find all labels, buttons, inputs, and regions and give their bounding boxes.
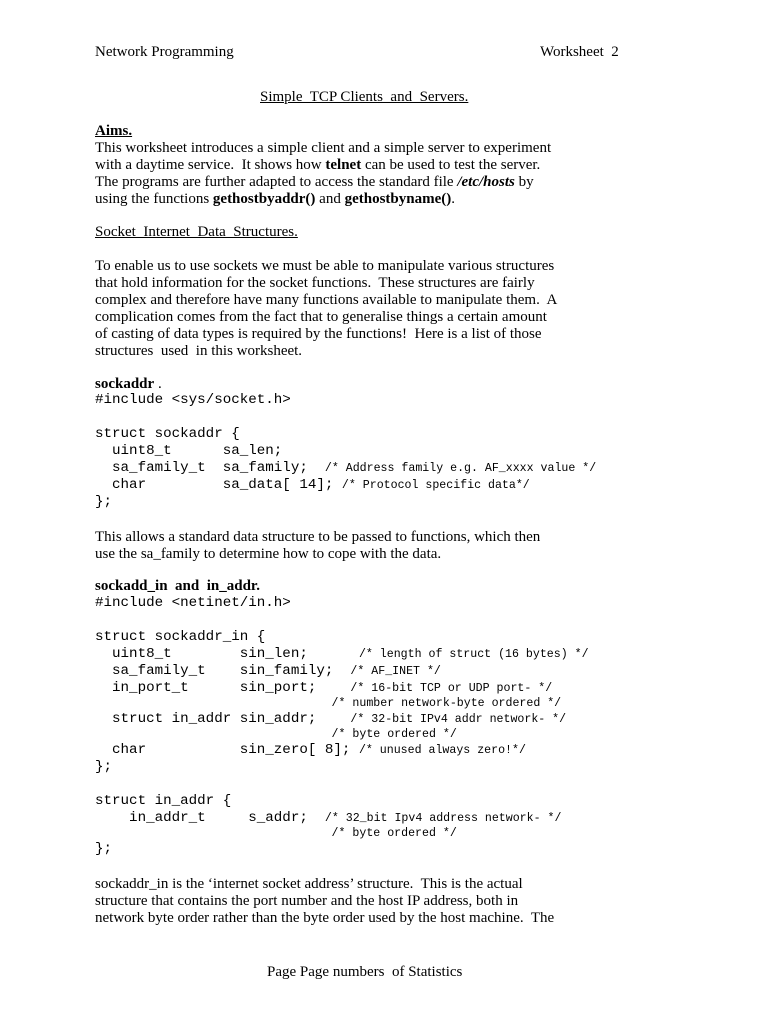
code-text: in_port_t sin_port; bbox=[95, 680, 351, 696]
intro-line-2: that hold information for the socket functions. These structures are fairly bbox=[95, 275, 535, 291]
code-comment: /* byte ordered */ bbox=[95, 728, 457, 741]
code-line bbox=[95, 841, 112, 858]
socket-structures-heading: Socket Internet Data Structures. bbox=[95, 224, 298, 240]
code-comment: /* 32_bit Ipv4 address network- */ bbox=[324, 812, 562, 825]
code-line bbox=[95, 695, 561, 712]
code-comment: /* 32-bit IPv4 addr network- */ bbox=[350, 713, 567, 726]
text-run: This worksheet introduces a simple client and a simple server to experiment bbox=[95, 140, 552, 156]
code-comment: /* Protocol specific data*/ bbox=[341, 479, 530, 492]
code-text: char sin_zero[ 8]; bbox=[95, 742, 359, 758]
code-line bbox=[95, 426, 240, 443]
text-run: . bbox=[154, 376, 162, 392]
code-text: sa_family_t sa_family; bbox=[95, 460, 325, 476]
code-comment: /* AF_INET */ bbox=[350, 665, 441, 678]
code-text: sa_family_t sin_family; bbox=[95, 663, 351, 679]
closing-line-2: structure that contains the port number and the host IP address, both in bbox=[95, 893, 519, 909]
closing-line-1: sockaddr_in is the ‘internet socket address’ structure. This is the actual bbox=[95, 876, 523, 892]
code-comment: /* 16-bit TCP or UDP port- */ bbox=[350, 682, 553, 695]
code-comment: /* byte ordered */ bbox=[95, 827, 457, 840]
code-line bbox=[95, 726, 457, 743]
code-line bbox=[95, 629, 265, 646]
aims-line-4 bbox=[95, 191, 455, 208]
code-text: struct in_addr { bbox=[95, 793, 232, 809]
code-comment: /* Address family e.g. AF_xxxx value */ bbox=[324, 462, 597, 475]
code-text: uint8_t sa_len; bbox=[95, 443, 283, 459]
text-run-bold: telnet bbox=[325, 157, 362, 173]
code-text: struct sockaddr { bbox=[95, 426, 240, 442]
closing-line-3: network byte order rather than the byte order used by the host machine. The bbox=[95, 910, 555, 926]
text-run-bold: gethostbyaddr() bbox=[212, 191, 316, 207]
text-run: with a daytime service. It shows how bbox=[95, 157, 326, 173]
code-line bbox=[95, 477, 530, 494]
sockaddr-desc-line-1: This allows a standard data structure to be passed to functions, which then bbox=[95, 529, 541, 545]
intro-line-1: To enable us to use sockets we must be able to manipulate various structures bbox=[95, 258, 555, 274]
header-right: Worksheet 2 bbox=[540, 44, 619, 60]
aims-line-2 bbox=[95, 157, 540, 174]
code-text: struct sockaddr_in { bbox=[95, 629, 266, 645]
aims-line-1 bbox=[95, 140, 551, 157]
intro-line-5: of casting of data types is required by the functions! Here is a list of those bbox=[95, 326, 542, 342]
code-line bbox=[95, 742, 526, 759]
text-run-bold: gethostbyname() bbox=[344, 191, 452, 207]
code-text: }; bbox=[95, 759, 113, 775]
sockaddr-include: #include <sys/socket.h> bbox=[95, 392, 291, 408]
code-line bbox=[95, 494, 112, 511]
code-text: struct in_addr sin_addr; bbox=[95, 711, 351, 727]
page-footer: Page Page numbers of Statistics bbox=[267, 964, 463, 980]
sockaddr-in-include: #include <netinet/in.h> bbox=[95, 595, 291, 611]
text-run-bold-italic: /etc/hosts bbox=[457, 174, 515, 190]
code-text: }; bbox=[95, 494, 113, 510]
document-title: Simple TCP Clients and Servers. bbox=[260, 89, 469, 105]
code-line bbox=[95, 663, 441, 680]
code-line bbox=[95, 460, 596, 477]
sockaddr-heading bbox=[95, 376, 162, 393]
code-comment: /* unused always zero!*/ bbox=[358, 744, 526, 757]
header-left: Network Programming bbox=[95, 44, 234, 60]
text-run: and bbox=[315, 191, 345, 207]
text-run-bold: sockaddr bbox=[95, 376, 155, 392]
code-line bbox=[95, 793, 231, 810]
aims-line-3 bbox=[95, 174, 534, 191]
text-run: The programs are further adapted to access the standard file bbox=[95, 174, 458, 190]
code-text: char sa_data[ 14]; bbox=[95, 477, 342, 493]
code-comment: /* number network-byte ordered */ bbox=[95, 697, 562, 710]
text-run: by bbox=[514, 174, 534, 190]
code-text: uint8_t sin_len; bbox=[95, 646, 359, 662]
sockaddr-desc-line-2: use the sa_family to determine how to cope with the data. bbox=[95, 546, 442, 562]
code-line bbox=[95, 825, 457, 842]
code-text: in_addr_t s_addr; bbox=[95, 810, 325, 826]
text-run: can be used to test the server. bbox=[361, 157, 541, 173]
intro-line-4: complication comes from the fact that to generalise things a certain amount bbox=[95, 309, 547, 325]
intro-line-3: complex and therefore have many functions available to manipulate them. A bbox=[95, 292, 558, 308]
intro-line-6: structures used in this worksheet. bbox=[95, 343, 303, 359]
code-line bbox=[95, 759, 112, 776]
aims-heading: Aims. bbox=[95, 123, 133, 139]
text-run: . bbox=[451, 191, 455, 207]
code-line bbox=[95, 443, 282, 460]
text-run: using the functions bbox=[95, 191, 213, 207]
code-comment: /* length of struct (16 bytes) */ bbox=[358, 648, 589, 661]
code-text: }; bbox=[95, 841, 113, 857]
sockaddr-in-heading: sockadd_in and in_addr. bbox=[95, 578, 260, 594]
code-line bbox=[95, 646, 589, 663]
